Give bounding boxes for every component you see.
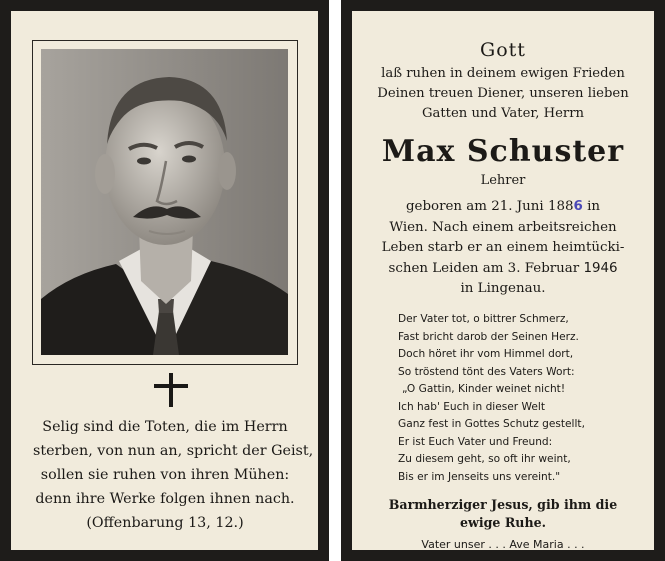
profession: Lehrer <box>480 173 526 188</box>
verse-reference: (Offenbarung 13, 12.) <box>86 515 244 531</box>
bio-line: Leben starb er an einem heimtücki- <box>381 240 625 255</box>
handwritten-digit: 6 <box>573 199 583 214</box>
memorial-card-right <box>341 0 665 561</box>
portrait-illustration <box>41 49 288 355</box>
portrait-frame <box>32 40 298 365</box>
prayer <box>352 496 654 532</box>
poem-line: Ich hab' Euch in dieser Welt <box>398 400 545 413</box>
poem-line: Ganz fest in Gottes Schutz gestellt, <box>398 418 585 430</box>
poem-line: Bis er im Jenseits uns vereint." <box>398 470 561 483</box>
verse-line: sollen sie ruhen von ihren Mühen: <box>40 467 290 483</box>
portrait-photo <box>41 49 288 355</box>
poem-line: Zu diesem geht, so oft ihr weint, <box>398 453 571 465</box>
intro-line: Deinen treuen Diener, unseren lieben <box>377 86 629 101</box>
prayer-line: Barmherziger Jesus, gib ihm die <box>388 497 618 512</box>
poem-line: Der Vater tot, o bittrer Schmerz, <box>398 313 569 325</box>
poem-line: „O Gattin, Kinder weinet nicht! <box>402 383 566 395</box>
memorial-card-left <box>0 0 329 561</box>
deceased-name: Max Schuster <box>381 134 625 169</box>
scripture-verse <box>33 415 314 535</box>
bio-line-birth <box>352 197 654 218</box>
poem-line: Doch höret ihr vom Himmel dort, <box>398 348 574 360</box>
poem <box>398 311 643 486</box>
cross-icon <box>154 373 188 407</box>
card-paper-left <box>11 11 318 550</box>
heading-gott: Gott <box>480 39 526 61</box>
closing-prayers: Vater unser . . . Ave Maria . . . <box>421 538 585 551</box>
bio-line: Wien. Nach einem arbeitsreichen <box>389 219 617 235</box>
intro-line: laß ruhen in deinem ewigen Frieden <box>381 66 625 81</box>
bio-birth-suffix: in <box>582 199 601 214</box>
handwritten-year: 1946 <box>583 260 618 276</box>
bio-death-prefix: schen Leiden am 3. Februar <box>388 260 584 276</box>
verse-line: Selig sind die Toten, die im Herrn <box>42 419 288 435</box>
poem-line: Fast bricht darob der Seinen Herz. <box>398 330 579 343</box>
verse-line: denn ihre Werke folgen ihnen nach. <box>35 491 295 507</box>
bio-birth-prefix: geboren am 21. Juni 188 <box>405 199 574 214</box>
poem-line: Er ist Euch Vater und Freund: <box>398 435 553 448</box>
biography <box>352 197 654 300</box>
card-paper-right <box>352 11 654 550</box>
intro-text <box>352 64 654 124</box>
intro-line: Gatten und Vater, Herrn <box>421 106 585 121</box>
poem-line: So tröstend tönt des Vaters Wort: <box>398 365 575 378</box>
bio-line: in Lingenau. <box>460 281 546 296</box>
bio-line-death <box>352 259 654 280</box>
verse-line: sterben, von nun an, spricht der Geist, <box>33 443 314 459</box>
prayer-line: ewige Ruhe. <box>459 515 547 530</box>
